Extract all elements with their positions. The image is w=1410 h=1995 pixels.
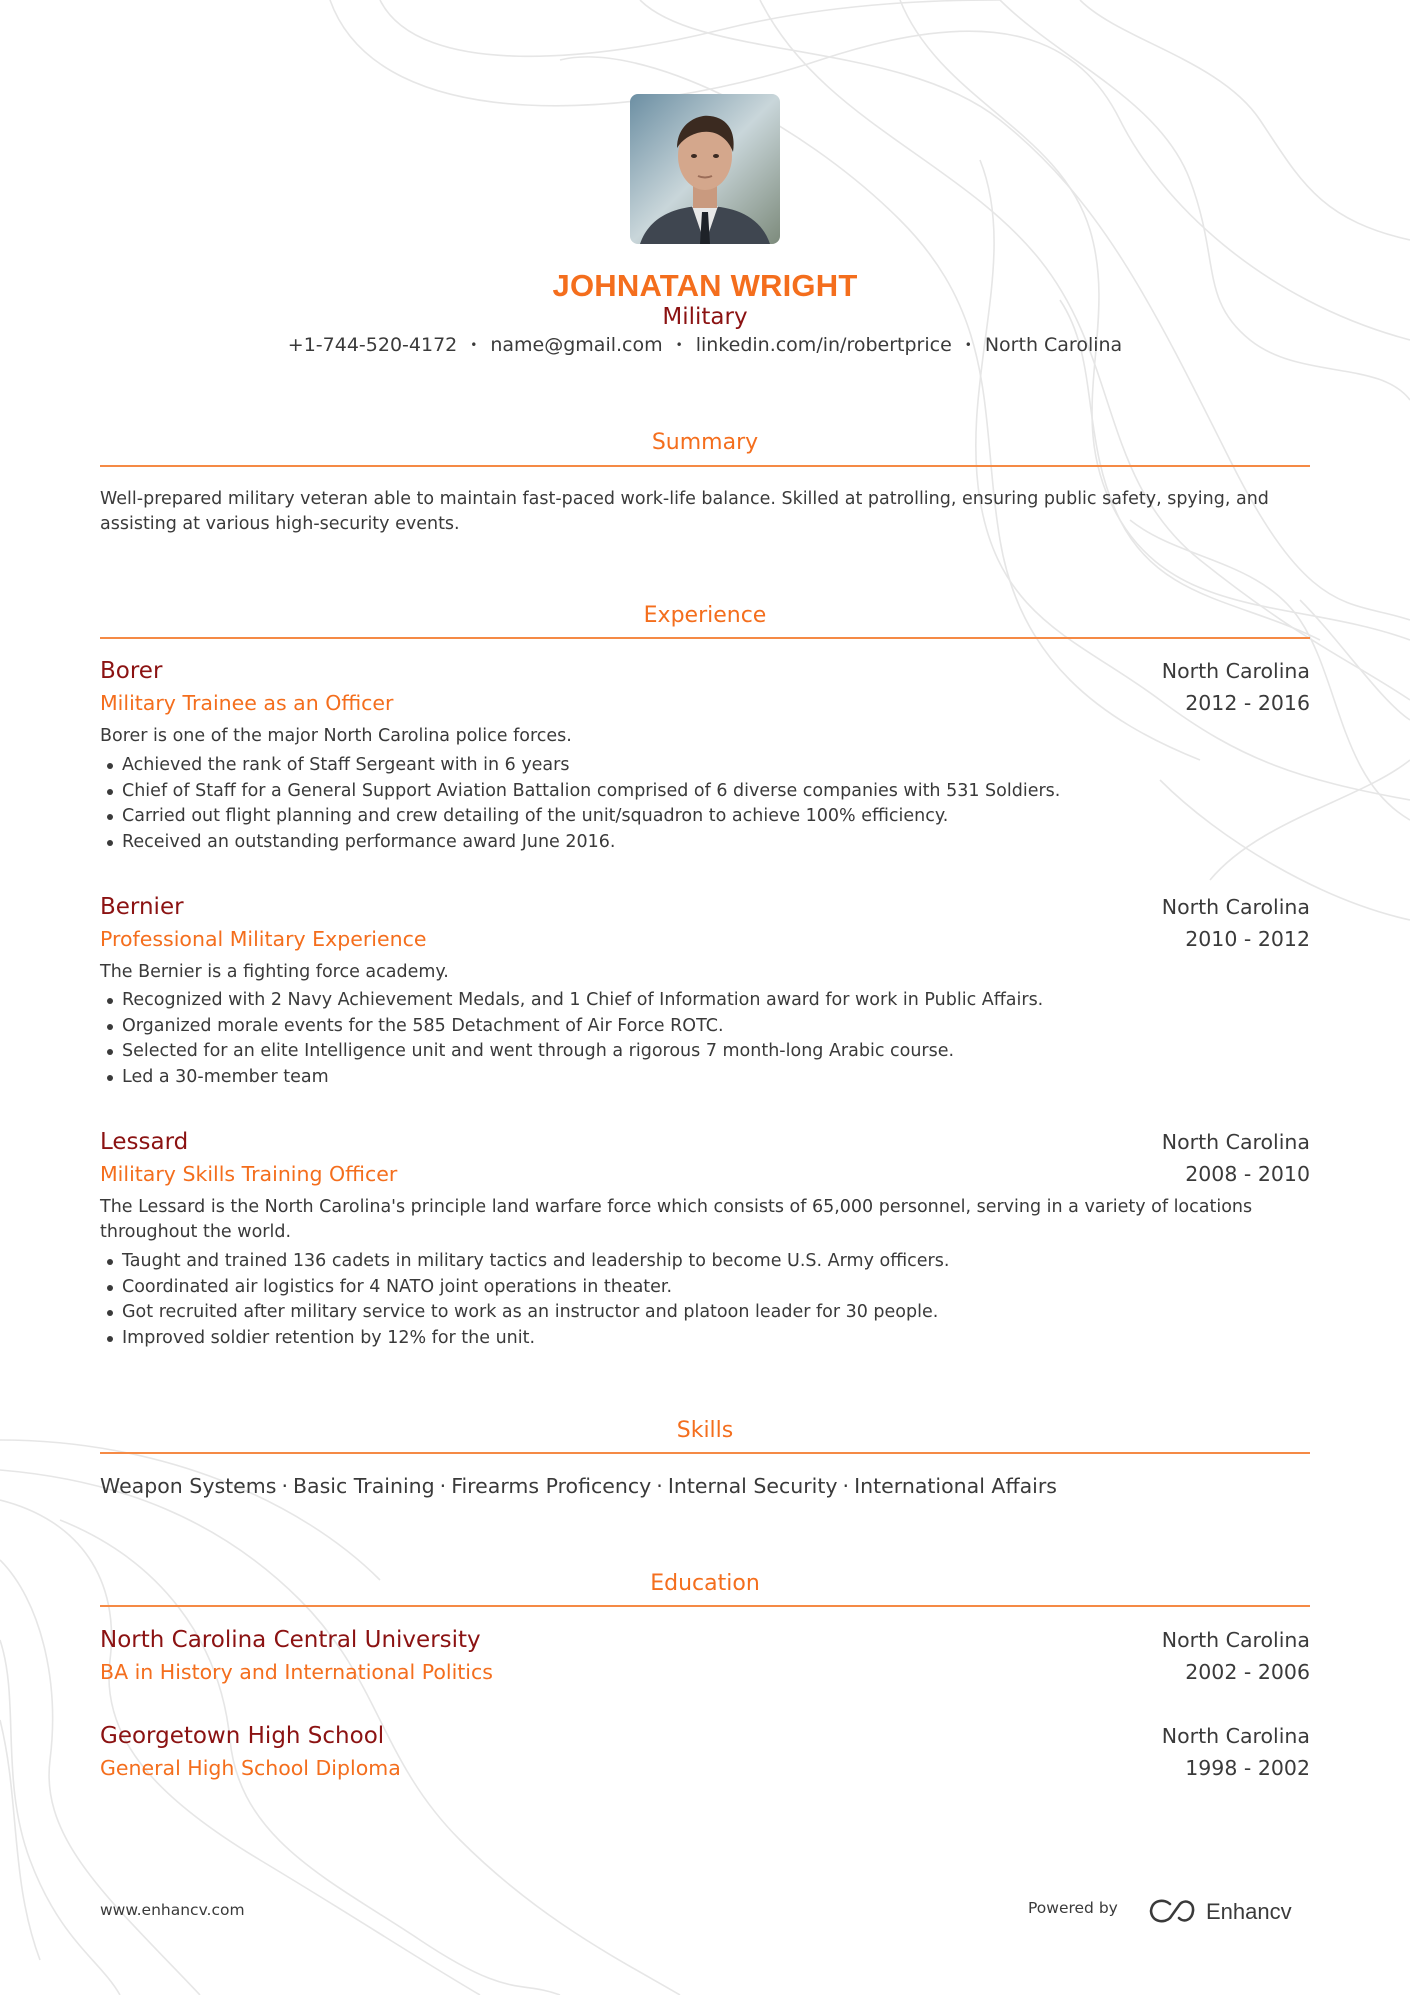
job-dates: 2008 - 2010 — [1185, 1162, 1310, 1186]
list-item: Coordinated air logistics for 4 NATO joint operations in theater. — [100, 1275, 949, 1301]
list-item: Received an outstanding performance award June 2016. — [100, 830, 1060, 856]
skills-list — [100, 1474, 1057, 1498]
list-item: Selected for an elite Intelligence unit and went through a rigorous 7 month-long Arabic course. — [100, 1039, 1043, 1065]
skill-separator: · — [656, 1474, 663, 1498]
skill-separator: · — [439, 1474, 447, 1498]
job-role: Professional Military Experience — [100, 927, 427, 951]
job-description: Borer is one of the major North Carolina police forces. — [100, 726, 572, 746]
list-item: Recognized with 2 Navy Achievement Medals, and 1 Chief of Information award for work in Public Affairs. — [100, 988, 1043, 1014]
job-dates: 2012 - 2016 — [1185, 691, 1310, 715]
job-achievements — [100, 1249, 949, 1351]
powered-by-label: Powered by — [1028, 1899, 1118, 1917]
linkedin[interactable]: linkedin.com/in/robertprice — [695, 334, 952, 356]
section-heading-summary: Summary — [651, 430, 759, 455]
job-location: North Carolina — [1161, 1130, 1310, 1154]
section-heading-education: Education — [650, 1571, 760, 1596]
section-divider — [100, 637, 1310, 639]
education-school: North Carolina Central University — [100, 1627, 481, 1653]
list-item: Taught and trained 136 cadets in military tactics and leadership to become U.S. Army officers. — [100, 1249, 949, 1275]
job-role: Military Trainee as an Officer — [100, 691, 394, 715]
list-item: Got recruited after military service to work as an instructor and platoon leader for 30 people. — [100, 1300, 949, 1326]
job-location: North Carolina — [1161, 659, 1310, 683]
education-dates: 2002 - 2006 — [1185, 1660, 1310, 1684]
job-dates: 2010 - 2012 — [1185, 927, 1310, 951]
education-degree: BA in History and International Politics — [100, 1660, 493, 1684]
skill-item: Weapon Systems — [100, 1474, 277, 1498]
contact-separator: • — [675, 338, 683, 352]
job-role: Military Skills Training Officer — [100, 1162, 398, 1186]
enhancv-logo[interactable] — [1146, 1894, 1321, 1928]
list-item: Organized morale events for the 585 Detachment of Air Force ROTC. — [100, 1014, 1043, 1040]
job-achievements — [100, 753, 1060, 855]
profile-photo — [630, 94, 780, 244]
candidate-name: JOHNATAN WRIGHT — [552, 268, 858, 303]
list-item: Achieved the rank of Staff Sergeant with in 6 years — [100, 753, 1060, 779]
section-heading-experience: Experience — [643, 603, 767, 628]
education-school: Georgetown High School — [100, 1723, 385, 1749]
job-organization: Bernier — [100, 894, 184, 920]
job-description: The Lessard is the North Carolina's principle land warfare force which consists of 65,000 personnel, serving in a variety of locations throughout the world. — [100, 1197, 1253, 1242]
list-item: Chief of Staff for a General Support Aviation Battalion comprised of 6 diverse companies with 531 Soldiers. — [100, 779, 1060, 805]
skill-item: Basic Training — [292, 1474, 435, 1498]
contact-line — [0, 334, 1410, 356]
summary-text: Well-prepared military veteran able to maintain fast-paced work-life balance. Skilled at patrolling, ensuring public safety, spying, and assisting at various high-security events. — [100, 489, 1269, 534]
skill-separator: · — [281, 1474, 288, 1498]
contact-separator: • — [470, 338, 478, 352]
education-degree: General High School Diploma — [100, 1756, 401, 1780]
education-location: North Carolina — [1161, 1724, 1310, 1748]
candidate-title: Military — [662, 304, 748, 330]
skill-separator: · — [842, 1474, 850, 1498]
job-achievements — [100, 988, 1043, 1090]
section-divider — [100, 1452, 1310, 1454]
skill-item: Internal Security — [667, 1474, 838, 1498]
email[interactable]: name@gmail.com — [490, 334, 663, 356]
list-item: Improved soldier retention by 12% for the unit. — [100, 1326, 949, 1352]
section-divider — [100, 1605, 1310, 1607]
education-location: North Carolina — [1161, 1628, 1310, 1652]
skill-item: Firearms Proficency — [451, 1474, 652, 1498]
list-item: Carried out flight planning and crew detailing of the unit/squadron to achieve 100% efficiency. — [100, 804, 1060, 830]
phone[interactable]: +1-744-520-4172 — [287, 334, 458, 356]
education-dates: 1998 - 2002 — [1185, 1756, 1310, 1780]
job-location: North Carolina — [1161, 895, 1310, 919]
enhancv-wordmark: Enhancv — [1206, 1899, 1292, 1924]
location: North Carolina — [984, 334, 1123, 356]
footer-website-link[interactable]: www.enhancv.com — [100, 1901, 245, 1919]
job-description: The Bernier is a fighting force academy. — [100, 962, 449, 982]
job-organization: Borer — [100, 658, 163, 684]
section-heading-skills: Skills — [676, 1418, 734, 1443]
section-divider — [100, 465, 1310, 467]
job-organization: Lessard — [100, 1129, 189, 1155]
skill-item: International Affairs — [854, 1474, 1057, 1498]
list-item: Led a 30-member team — [100, 1065, 1043, 1091]
contact-separator: • — [964, 338, 972, 352]
